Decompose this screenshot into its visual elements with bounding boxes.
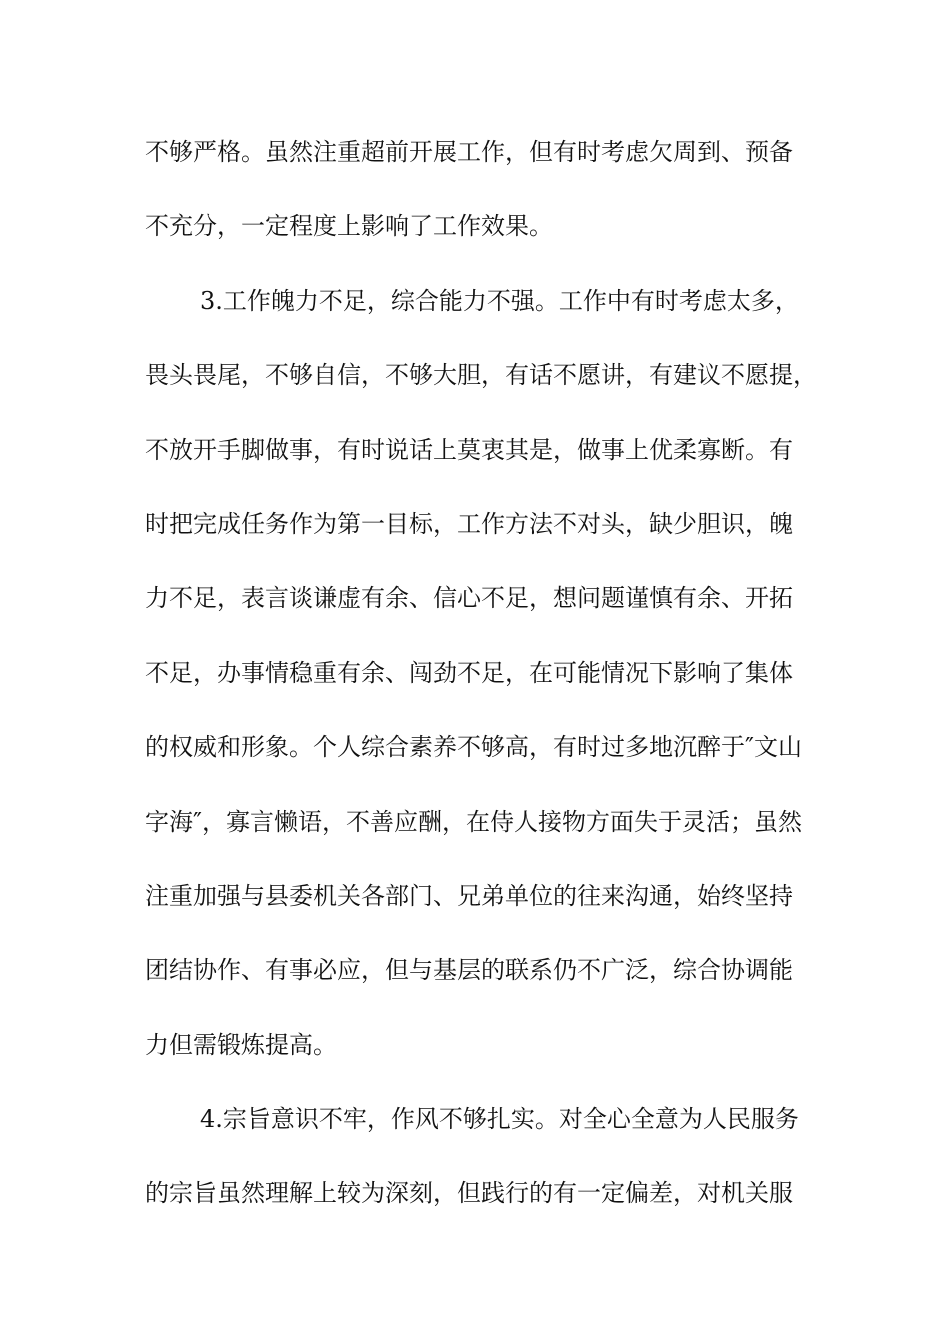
text-line: 不足，办事情稳重有余、闯劲不足，在可能情况下影响了集体 <box>145 658 793 687</box>
text-line: 力但需锻炼提高。 <box>145 1030 337 1059</box>
document-body <box>145 128 815 1244</box>
text-line: 的宗旨虽然理解上较为深刻，但践行的有一定偏差，对机关服 <box>145 1179 793 1208</box>
text-line: 力不足，表言谈谦虚有余、信心不足，想问题谨慎有余、开拓 <box>145 584 793 613</box>
text-line: 时把完成任务作为第一目标，工作方法不对头，缺少胆识，魄 <box>145 509 793 538</box>
text-line: 注重加强与县委机关各部门、兄弟单位的往来沟通，始终坚持 <box>145 881 793 910</box>
text-line: 不充分，一定程度上影响了工作效果。 <box>145 212 553 241</box>
text-line: 团结协作、有事必应，但与基层的联系仍不广泛，综合协调能 <box>145 956 793 985</box>
text-line: 不放开手脚做事，有时说话上莫衷其是，做事上优柔寡断。有 <box>145 435 793 464</box>
text-line: 的权威和形象。个人综合素养不够高，有时过多地沉醉于″文山 <box>145 733 802 762</box>
text-line: 字海″，寡言懒语，不善应酬，在侍人接物方面失于灵活；虽然 <box>145 807 802 836</box>
text-line: 不够严格。虽然注重超前开展工作，但有时考虑欠周到、预备 <box>145 138 793 166</box>
paragraph-first-line: 4.宗旨意识不牢，作风不够扎实。对全心全意为人民服务 <box>200 1105 799 1134</box>
paragraph-first-line: 3.工作魄力不足，综合能力不强。工作中有时考虑太多， <box>200 286 799 315</box>
text-line: 畏头畏尾，不够自信，不够大胆，有话不愿讲，有建议不愿提， <box>145 361 817 390</box>
